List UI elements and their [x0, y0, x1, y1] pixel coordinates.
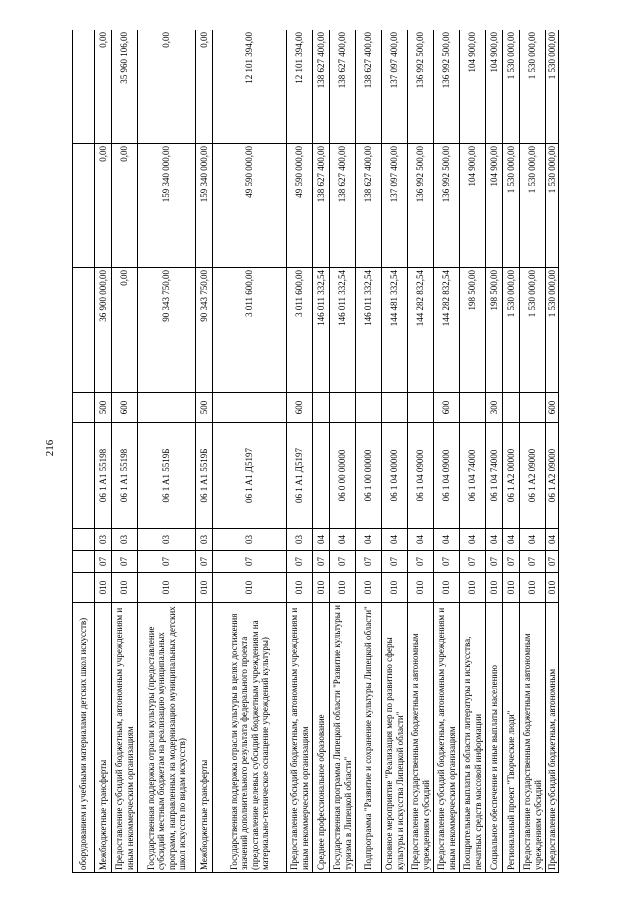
section-cell: 07 [520, 551, 546, 573]
amount-year1-cell: 198 500,00 [486, 268, 503, 393]
amount-year2-cell [73, 144, 95, 268]
table-row [287, 30, 313, 873]
table-row [213, 30, 287, 873]
amount-year1-cell: 146 011 332,54 [313, 268, 330, 393]
amount-year2-cell: 1 530 000,00 [503, 144, 520, 268]
amount-year2-cell: 49 590 000,00 [287, 144, 313, 268]
table-row [138, 30, 196, 873]
amount-year3-cell: 0,00 [95, 30, 112, 144]
table-row [520, 30, 546, 873]
admin-code-cell: 010 [408, 573, 434, 603]
subsection-cell: 03 [213, 529, 287, 551]
expense-type-cell [330, 393, 356, 423]
amount-year2-cell: 1 530 000,00 [520, 144, 546, 268]
amount-year3-cell: 12 101 394,00 [287, 30, 313, 144]
admin-code-cell: 010 [330, 573, 356, 603]
table-row [460, 30, 486, 873]
amount-year2-cell: 138 627 400,00 [313, 144, 330, 268]
expense-type-cell [213, 393, 287, 423]
amount-year3-cell: 1 530 000,00 [546, 30, 559, 144]
expense-type-cell [520, 393, 546, 423]
amount-year3-cell: 138 627 400,00 [313, 30, 330, 144]
amount-year2-cell: 0,00 [112, 144, 138, 268]
amount-year1-cell: 1 530 000,00 [503, 268, 520, 393]
subsection-cell [73, 529, 95, 551]
amount-year3-cell: 104 900,00 [460, 30, 486, 144]
section-cell: 07 [287, 551, 313, 573]
admin-code-cell: 010 [503, 573, 520, 603]
row-name-cell: Государственная поддержка отрасли культуры (предоставление субсидий местным бюджетам на реализацию муниципальных программ, направленных на модернизацию муниципальных детских школ искусств по видам искусств) [138, 603, 196, 873]
expense-type-cell: 600 [434, 393, 460, 423]
expense-type-cell [138, 393, 196, 423]
amount-year1-cell: 90 343 750,00 [138, 268, 196, 393]
subsection-cell: 04 [330, 529, 356, 551]
admin-code-cell: 010 [196, 573, 213, 603]
target-article-cell [313, 423, 330, 529]
expense-type-cell [408, 393, 434, 423]
subsection-cell: 04 [460, 529, 486, 551]
section-cell: 07 [213, 551, 287, 573]
row-name-cell: Предоставление субсидий бюджетным, автономным [546, 603, 559, 873]
expense-type-cell: 500 [95, 393, 112, 423]
subsection-cell: 03 [138, 529, 196, 551]
subsection-cell: 04 [382, 529, 408, 551]
target-article-cell: 06 1 A1 55198 [112, 423, 138, 529]
admin-code-cell: 010 [356, 573, 382, 603]
section-cell: 07 [434, 551, 460, 573]
section-cell: 07 [546, 551, 559, 573]
row-name-cell: Предоставление субсидий бюджетным, автономным учреждениям и иным некоммерческим организациям [434, 603, 460, 873]
amount-year1-cell: 36 900 000,00 [95, 268, 112, 393]
expense-type-cell [73, 393, 95, 423]
subsection-cell: 04 [434, 529, 460, 551]
table-body [73, 30, 559, 873]
target-article-cell: 06 1 00 00000 [356, 423, 382, 529]
expense-type-cell [503, 393, 520, 423]
row-name-cell: Региональный проект "Творческие люди" [503, 603, 520, 873]
row-name-cell: Предоставление государственным бюджетным и автономным учреждениям субсидий [408, 603, 434, 873]
row-name-cell: оборудованием и учебными материалами детских школ искусств) [73, 603, 95, 873]
page-number: 216 [44, 439, 56, 457]
target-article-cell [73, 423, 95, 529]
amount-year2-cell: 49 590 000,00 [213, 144, 287, 268]
section-cell: 07 [460, 551, 486, 573]
target-article-cell: 06 1 A1 5519Б [138, 423, 196, 529]
amount-year1-cell: 90 343 750,00 [196, 268, 213, 393]
row-name-cell: Государственная программа Липецкой области "Развитие культуры и туризма в Липецкой области" [330, 603, 356, 873]
subsection-cell: 04 [356, 529, 382, 551]
subsection-cell: 03 [196, 529, 213, 551]
amount-year1-cell: 3 011 600,00 [287, 268, 313, 393]
amount-year2-cell: 159 340 000,00 [196, 144, 213, 268]
target-article-cell: 06 1 04 09000 [434, 423, 460, 529]
expense-type-cell [382, 393, 408, 423]
expense-type-cell: 300 [486, 393, 503, 423]
admin-code-cell: 010 [95, 573, 112, 603]
amount-year3-cell: 12 101 394,00 [213, 30, 287, 144]
target-article-cell: 06 1 04 74000 [460, 423, 486, 529]
row-name-cell: Социальное обеспечение и иные выплаты населению [486, 603, 503, 873]
section-cell: 07 [356, 551, 382, 573]
row-name-cell: Подпрограмма "Развитие и сохранение культуры Липецкой области" [356, 603, 382, 873]
amount-year2-cell: 138 627 400,00 [356, 144, 382, 268]
admin-code-cell [73, 573, 95, 603]
row-name-cell: Межбюджетные трансферты [196, 603, 213, 873]
admin-code-cell: 010 [313, 573, 330, 603]
section-cell: 07 [408, 551, 434, 573]
table-row [434, 30, 460, 873]
target-article-cell: 06 1 04 09000 [408, 423, 434, 529]
expense-type-cell: 600 [112, 393, 138, 423]
amount-year2-cell: 137 097 400,00 [382, 144, 408, 268]
amount-year1-cell: 198 500,00 [460, 268, 486, 393]
target-article-cell: 06 1 A1 Д5197 [213, 423, 287, 529]
table-row [330, 30, 356, 873]
amount-year1-cell: 1 530 000,00 [520, 268, 546, 393]
target-article-cell: 06 1 A1 5519Б [196, 423, 213, 529]
amount-year3-cell: 0,00 [196, 30, 213, 144]
admin-code-cell: 010 [138, 573, 196, 603]
amount-year1-cell: 146 011 332,54 [330, 268, 356, 393]
amount-year3-cell [73, 30, 95, 144]
amount-year1-cell [73, 268, 95, 393]
admin-code-cell: 010 [520, 573, 546, 603]
section-cell: 07 [196, 551, 213, 573]
table-row [486, 30, 503, 873]
admin-code-cell: 010 [382, 573, 408, 603]
row-name-cell: Государственная поддержка отрасли культуры в целях достижения значений дополнительного результата федерального проекта (предоставление целевых субсидий бюджетным учреждениям на материально-техническое оснащение учреждений культуры) [213, 603, 287, 873]
amount-year3-cell: 137 097 400,00 [382, 30, 408, 144]
amount-year1-cell: 3 011 600,00 [213, 268, 287, 393]
section-cell: 07 [382, 551, 408, 573]
amount-year2-cell: 136 992 500,00 [408, 144, 434, 268]
amount-year3-cell: 35 960 106,00 [112, 30, 138, 144]
table-row [112, 30, 138, 873]
subsection-cell: 03 [112, 529, 138, 551]
admin-code-cell: 010 [460, 573, 486, 603]
expense-type-cell [356, 393, 382, 423]
rotated-table-container [72, 30, 598, 873]
subsection-cell: 04 [520, 529, 546, 551]
amount-year3-cell: 136 992 500,00 [408, 30, 434, 144]
table-row [73, 30, 95, 873]
row-name-cell: Поощрительные выплаты в области литературы и искусства, печатных средств массовой информации [460, 603, 486, 873]
amount-year2-cell: 138 627 400,00 [330, 144, 356, 268]
target-article-cell: 06 1 04 00000 [382, 423, 408, 529]
subsection-cell: 04 [486, 529, 503, 551]
row-name-cell: Межбюджетные трансферты [95, 603, 112, 873]
target-article-cell: 06 1 A1 55198 [95, 423, 112, 529]
expense-type-cell: 500 [196, 393, 213, 423]
amount-year1-cell: 146 011 332,54 [356, 268, 382, 393]
target-article-cell: 06 1 A2 00000 [503, 423, 520, 529]
table-row [546, 30, 559, 873]
section-cell: 07 [330, 551, 356, 573]
amount-year1-cell: 144 282 832,54 [434, 268, 460, 393]
subsection-cell: 03 [287, 529, 313, 551]
table-row [408, 30, 434, 873]
amount-year1-cell: 144 282 832,54 [408, 268, 434, 393]
section-cell: 07 [313, 551, 330, 573]
amount-year1-cell: 0,00 [112, 268, 138, 393]
admin-code-cell: 010 [213, 573, 287, 603]
amount-year2-cell: 0,00 [95, 144, 112, 268]
amount-year3-cell: 138 627 400,00 [330, 30, 356, 144]
amount-year3-cell: 1 530 000,00 [520, 30, 546, 144]
row-name-cell: Предоставление субсидий бюджетным, автономным учреждениям и иным некоммерческим организациям [287, 603, 313, 873]
amount-year3-cell: 0,00 [138, 30, 196, 144]
amount-year2-cell: 136 992 500,00 [434, 144, 460, 268]
amount-year1-cell: 144 481 332,54 [382, 268, 408, 393]
rotated-page-frame [72, 30, 598, 873]
subsection-cell: 04 [546, 529, 559, 551]
table-row [356, 30, 382, 873]
expense-type-cell: 600 [287, 393, 313, 423]
row-name-cell: Среднее профессиональное образование [313, 603, 330, 873]
row-name-cell: Основное мероприятие "Реализация мер по развитию сферы культуры и искусства Липецкой области" [382, 603, 408, 873]
subsection-cell: 03 [95, 529, 112, 551]
expense-type-cell [313, 393, 330, 423]
admin-code-cell: 010 [287, 573, 313, 603]
amount-year3-cell: 1 530 000,00 [503, 30, 520, 144]
budget-table [72, 30, 559, 873]
section-cell: 07 [503, 551, 520, 573]
admin-code-cell: 010 [112, 573, 138, 603]
section-cell: 07 [112, 551, 138, 573]
target-article-cell: 06 0 00 00000 [330, 423, 356, 529]
amount-year2-cell: 104 900,00 [486, 144, 503, 268]
admin-code-cell: 010 [486, 573, 503, 603]
target-article-cell: 06 1 A1 Д5197 [287, 423, 313, 529]
row-name-cell: Предоставление государственным бюджетным и автономным учреждениям субсидий [520, 603, 546, 873]
table-row [503, 30, 520, 873]
target-article-cell: 06 1 A2 09000 [546, 423, 559, 529]
amount-year2-cell: 104 900,00 [460, 144, 486, 268]
amount-year3-cell: 138 627 400,00 [356, 30, 382, 144]
subsection-cell: 04 [503, 529, 520, 551]
admin-code-cell: 010 [434, 573, 460, 603]
section-cell: 07 [486, 551, 503, 573]
table-row [382, 30, 408, 873]
row-name-cell: Предоставление субсидий бюджетным, автономным учреждениям и иным некоммерческим организациям [112, 603, 138, 873]
amount-year3-cell: 104 900,00 [486, 30, 503, 144]
expense-type-cell: 600 [546, 393, 559, 423]
amount-year2-cell: 159 340 000,00 [138, 144, 196, 268]
section-cell: 07 [95, 551, 112, 573]
section-cell [73, 551, 95, 573]
target-article-cell: 06 1 A2 09000 [520, 423, 546, 529]
subsection-cell: 04 [408, 529, 434, 551]
amount-year1-cell: 1 530 000,00 [546, 268, 559, 393]
target-article-cell: 06 1 04 74000 [486, 423, 503, 529]
amount-year3-cell: 136 992 500,00 [434, 30, 460, 144]
subsection-cell: 04 [313, 529, 330, 551]
section-cell: 07 [138, 551, 196, 573]
expense-type-cell [460, 393, 486, 423]
table-row [313, 30, 330, 873]
amount-year2-cell: 1 530 000,00 [546, 144, 559, 268]
admin-code-cell: 010 [546, 573, 559, 603]
table-row [196, 30, 213, 873]
table-row [95, 30, 112, 873]
